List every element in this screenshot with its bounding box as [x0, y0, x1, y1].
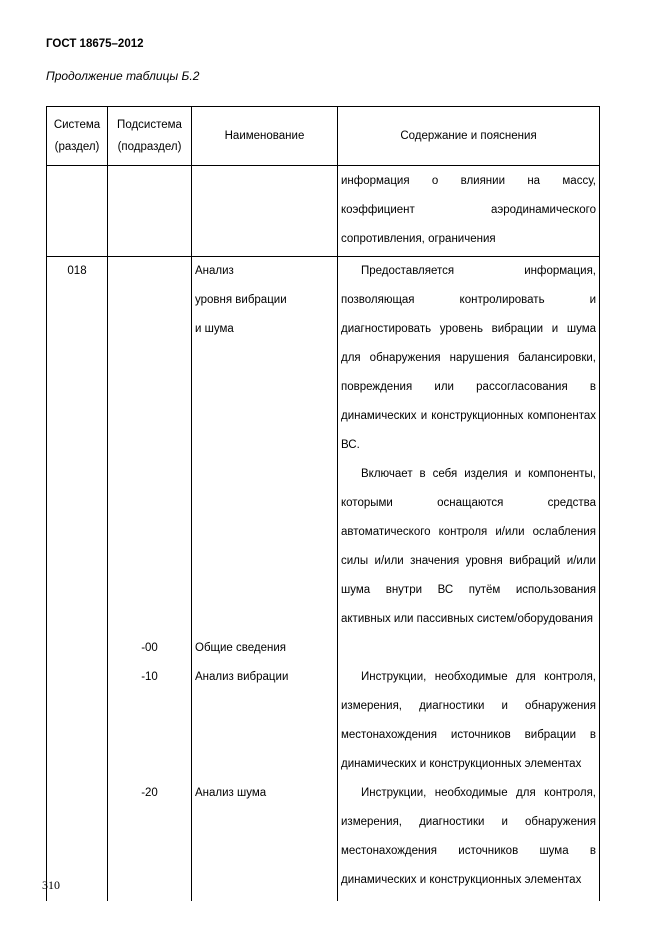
header-system: [47, 107, 108, 166]
section-name-line1: Анализ: [195, 265, 234, 277]
classification-table: [46, 106, 600, 901]
subsection-content: Инструкции, необходимые для контроля, измерения, диагностики и обнаружения местонахождения источников шума в динамических и конструкционных элементах: [338, 779, 600, 901]
section-name-line2: уровня вибрации: [195, 294, 287, 306]
subsection-code: -20: [108, 779, 192, 901]
section-row: [47, 257, 600, 635]
subsection-name: Анализ вибрации: [192, 663, 338, 779]
subsection-content: Инструкции, необходимые для контроля, измерения, диагностики и обнаружения местонахождения источников вибрации в динамических и конструкционных элементах: [338, 663, 600, 779]
section-name: [192, 257, 338, 635]
document-header: ГОСТ 18675–2012: [46, 38, 144, 50]
subsection-name: Анализ шума: [192, 779, 338, 901]
section-content: [338, 257, 600, 635]
subsection-code: -00: [108, 634, 192, 663]
header-subsystem-line2: (подраздел): [117, 141, 182, 153]
table-caption: Продолжение таблицы Б.2: [46, 69, 200, 83]
header-name: Наименование: [192, 107, 338, 166]
section-paragraph-1: Предоставляется информация, позволяющая контролировать и диагностировать уровень вибрации и шума для обнаружения нарушения балансировки, повреждения или рассогласования в динамических и конструкционных компонентах ВС.: [341, 265, 596, 451]
header-system-line2: (раздел): [54, 141, 100, 153]
header-subsystem: [108, 107, 192, 166]
page-number: 310: [42, 878, 60, 892]
table-header-row: [47, 107, 600, 166]
section-code: 018: [47, 257, 108, 635]
header-subsystem-line1: Подсистема: [117, 119, 182, 131]
subsection-row-10: [47, 663, 600, 779]
continuation-row: [47, 166, 600, 257]
section-paragraph-2: Включает в себя изделия и компоненты, которыми оснащаются средства автоматического контроля и/или ослабления силы и/или значения уровня вибраций и/или шума внутри ВС путём использования активных или пассивных систем/оборудования: [341, 468, 596, 625]
subsection-name: Общие сведения: [192, 634, 338, 663]
header-content: Содержание и пояснения: [338, 107, 600, 166]
subsection-content: [338, 634, 600, 663]
subsection-row-20: [47, 779, 600, 901]
subsection-code: -10: [108, 663, 192, 779]
header-system-line1: Система: [53, 119, 101, 131]
subsection-row-00: [47, 634, 600, 663]
section-name-line3: и шума: [195, 323, 234, 335]
continuation-text: информация о влиянии на массу, коэффициент аэродинамического сопротивления, ограничения: [338, 166, 600, 257]
